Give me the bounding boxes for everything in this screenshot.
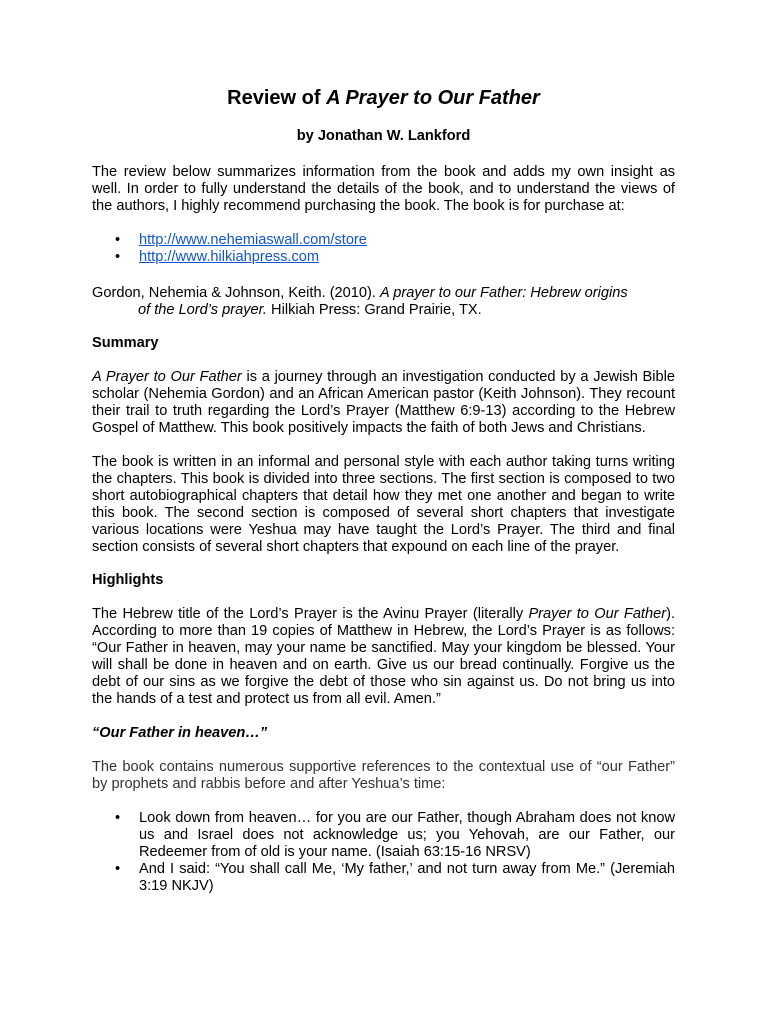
purchase-links-list [92,232,675,266]
our-father-heading: “Our Father in heaven…” [92,725,268,741]
document-title [92,86,675,110]
summary-paragraph-1-text: is a journey through an investigation conducted by a Jewish Bible scholar (Nehemia Gordon) and an African American pastor (Keith Johnson). They recount their trail to truth regarding the Lord’s Prayer (Matthew 6:9-13) according to the Hebrew Gospel of Matthew. This book positively impacts the faith of both Jews and Christians. [92,369,675,436]
bullet-icon: • [115,810,121,826]
citation-title-line2: of the Lord’s prayer. [138,302,267,318]
bullet-icon: • [115,249,121,265]
list-item [92,861,675,895]
list-item [92,232,675,249]
highlights-heading: Highlights [92,572,164,588]
quote-jeremiah: And I said: “You shall call Me, ‘My father,’ and not turn away from Me.” (Jeremiah 3:19 NKJV) [139,861,675,894]
list-item [92,249,675,266]
citation-publisher: Hilkiah Press: Grand Prairie, TX. [267,302,482,318]
highlights-text-1: The Hebrew title of the Lord’s Prayer is the Avinu Prayer (literally [92,606,529,622]
title-book-name: A Prayer to Our Father [326,87,540,109]
summary-paragraph-2: The book is written in an informal and personal style with each author taking turns writing the chapters. This book is divided into three sections. The first section is composed to two short autobiographical chapters that detail how they met one another and began to write this book. The second section is composed of several short chapters that investigate various locations were Yeshua may have taught the Lord’s Prayer. The third and final section consists of several short chapters that expound on each line of the prayer. [92,454,675,555]
book-citation [92,285,675,319]
highlights-paragraph [92,606,675,708]
highlights-italic-title: Prayer to Our Father [528,606,667,622]
citation-authors: Gordon, Nehemia & Johnson, Keith. (2010). [92,285,380,301]
scripture-quotes-list [92,810,675,895]
link-hilkiahpress[interactable]: http://www.hilkiahpress.com [139,249,320,265]
document-page [92,86,675,895]
intro-paragraph: The review below summarizes information from the book and adds my own insight as well. In order to fully understand the details of the book, and to understand the views of the authors, I highly recommend purchasing the book. The book is for purchase at: [92,164,675,214]
summary-heading: Summary [92,335,159,351]
bullet-icon: • [115,861,121,877]
link-nehemiaswall-store[interactable]: http://www.nehemiaswall.com/store [139,232,367,248]
highlights-text-2: ). According to more than 19 copies of Matthew in Hebrew, the Lord’s Prayer is as follows: “Our Father in heaven, may your name be sanctified. May your kingdom be blessed. Your will shall be done in heaven and on earth. Give us our bread continually. Forgive us the debt of our sins as we forgive the debt of those who sin against us. Do not bring us into the hands of a test and protect us from all evil. Amen.” [92,606,675,707]
title-prefix: Review of [227,87,327,109]
citation-title-line1: A prayer to our Father: Hebrew origins [379,285,628,301]
summary-book-title: A Prayer to Our Father [92,369,242,385]
list-item [92,810,675,861]
bullet-icon: • [115,232,121,248]
quote-isaiah: Look down from heaven… for you are our Father, though Abraham does not know us and Israel does not acknowledge us; you Yehovah, are our Father, our Redeemer from of old is your name. (Isaiah 63:15-16 NRSV) [139,810,675,860]
byline: by Jonathan W. Lankford [296,128,471,144]
our-father-paragraph: The book contains numerous supportive references to the contextual use of “our Father” by prophets and rabbis before and after Yeshua’s time: [92,759,675,792]
citation-second-line [92,302,675,319]
summary-paragraph-1 [92,369,675,437]
